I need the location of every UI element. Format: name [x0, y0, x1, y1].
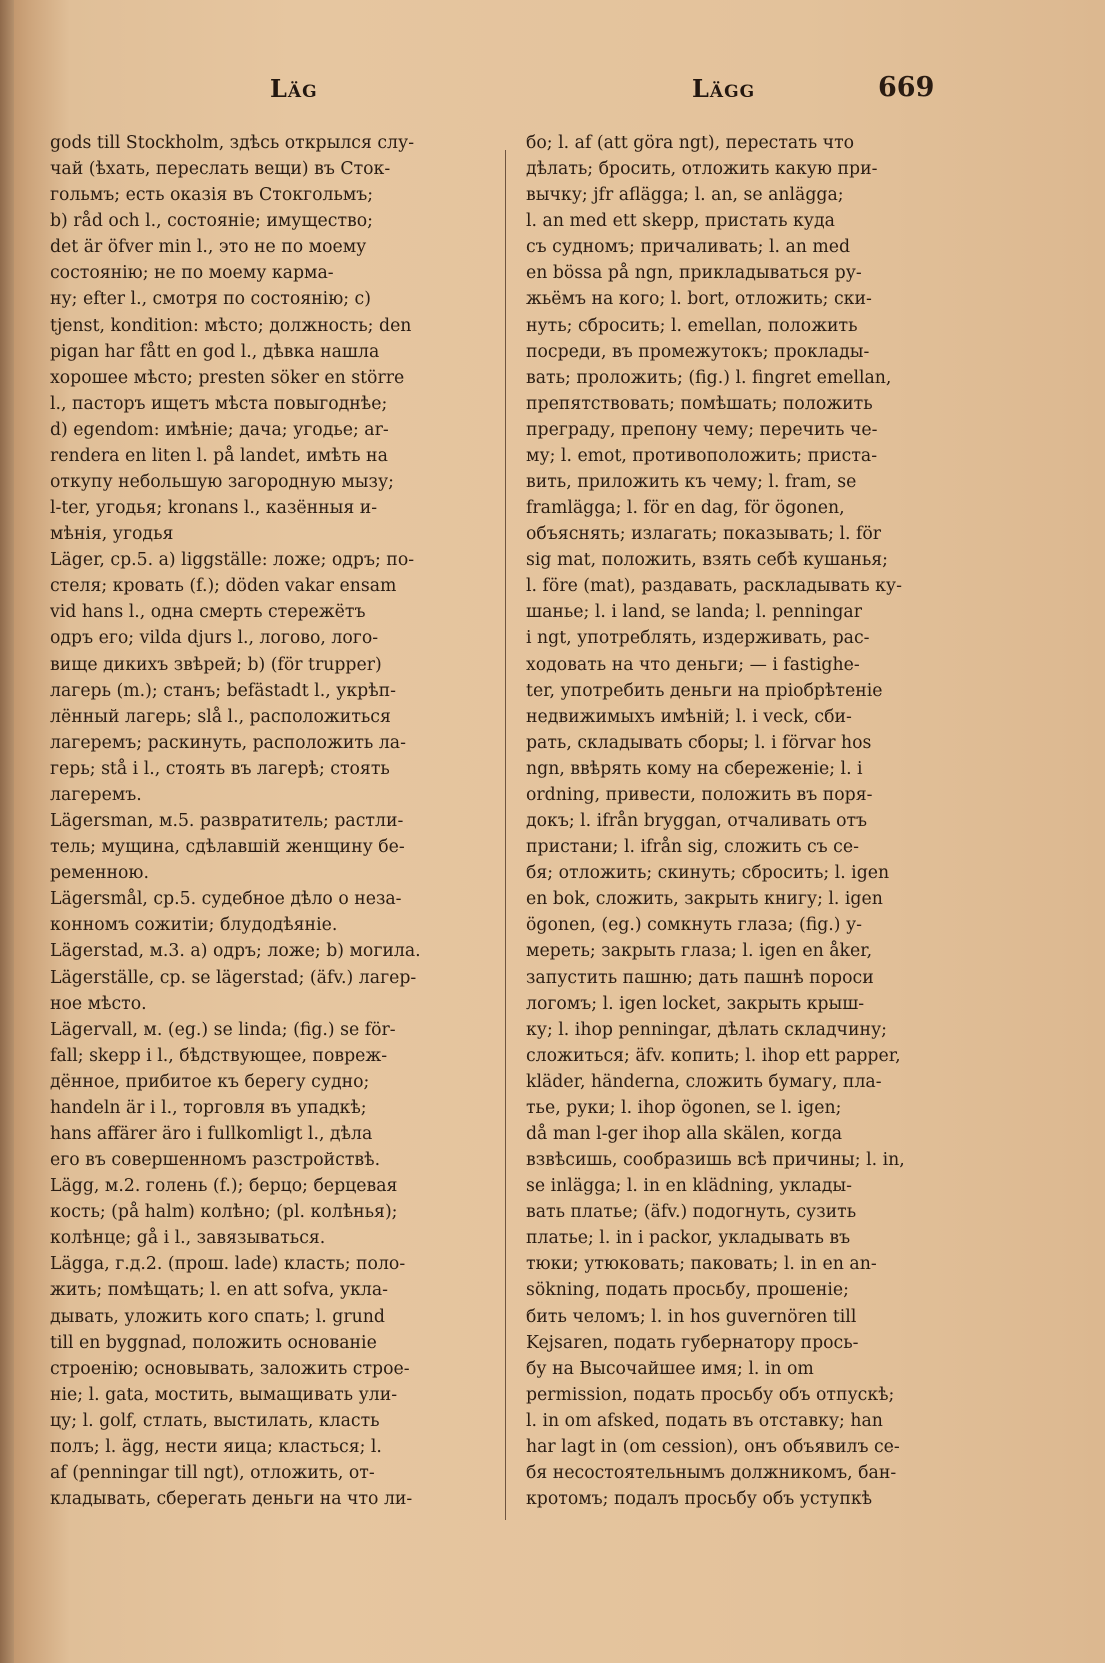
text-line: pigan har fått en god l., дѣвка нашла: [50, 341, 380, 362]
text-line: дывать, уложить кого спать; l. grund: [50, 1306, 385, 1327]
text-line: framlägga; l. för en dag, för ögonen,: [526, 498, 845, 519]
text-line: колѣнце; gå i l., завязываться.: [50, 1228, 326, 1249]
text-line: ное мѣсто.: [50, 993, 147, 1014]
column-divider: [505, 150, 506, 1520]
text-line: i ngt, употреблять, издерживать, рас-: [526, 628, 870, 649]
text-line: kläder, händerna, сложить бумагу, пла-: [526, 1071, 882, 1092]
text-line: бо; l. af (att göra ngt), перестать что: [526, 133, 855, 153]
text-line: рать, складывать сборы; l. i förvar hos: [526, 732, 872, 753]
text-line: бя; отложить; скинуть; сбросить; l. igen: [526, 863, 890, 884]
text-line: кладывать, сберегать деньги на что ли-: [50, 1489, 413, 1510]
left-column: [50, 130, 486, 1640]
text-line: посреди, въ промежутокъ; проклады-: [526, 341, 870, 362]
text-line: откупу небольшую загородную мызу;: [50, 472, 394, 493]
text-line: нуть; сбросить; l. emellan, положить: [526, 315, 858, 336]
text-line: Lägerställe, ср. se lägerstad; (äfv.) лагер-: [50, 967, 417, 988]
text-line: объяснять; излагать; показывать; l. för: [526, 524, 882, 545]
text-line: строенію; основывать, заложить строе-: [50, 1358, 410, 1379]
text-line: му; l. emot, противоположить; приста-: [526, 445, 878, 466]
text-line: Lägg, м.2. голень (f.); берцо; берцевая: [50, 1176, 398, 1197]
page-number: 669: [878, 72, 935, 103]
text-line: vid hans l., одна смерть стережётъ: [50, 602, 366, 623]
text-line: тье, руки; l. ihop ögonen, se l. igen;: [526, 1097, 842, 1118]
text-line: жить; помѣщать; l. en att sofva, укла-: [50, 1280, 388, 1301]
text-line: преграду, препону чему; перечить че-: [526, 419, 878, 440]
text-line: har lagt in (om cession), онъ объявилъ се-: [526, 1436, 900, 1457]
text-line: состоянію; не по моему карма-: [50, 263, 334, 284]
text-line: бу на Высочайшее имя; l. in om: [526, 1358, 814, 1379]
text-line: шанье; l. i land, se landa; l. penningar: [526, 602, 862, 623]
text-line: det är öfver min l., это не по моему: [50, 237, 367, 258]
left-guide-word: Läg: [270, 74, 318, 103]
text-line: кротомъ; подалъ просьбу объ уступкѣ: [526, 1489, 873, 1510]
text-line: en bok, сложить, закрыть книгу; l. igen: [526, 889, 883, 910]
text-line: Lägersmål, ср.5. судебное дѣло о неза-: [50, 889, 402, 910]
text-line: его въ совершенномъ разстройствѣ.: [50, 1150, 381, 1171]
text-line: бить челомъ; l. in hos guvernören till: [526, 1306, 857, 1327]
text-line: кость; (på halm) колѣно; (pl. колѣнья);: [50, 1202, 398, 1223]
text-line: en bössa på ngn, прикладываться ру-: [526, 263, 862, 284]
text-line: вычку; jfr aflägga; l. an, se anlägga;: [526, 185, 844, 206]
text-line: одръ его; vilda djurs l., логово, лого-: [50, 628, 379, 649]
text-line: Lägervall, м. (eg.) se linda; (fig.) se för-: [50, 1019, 396, 1040]
text-line: стеля; кровать (f.); döden vakar ensam: [50, 576, 397, 597]
text-line: конномъ сожитіи; блудодѣяніе.: [50, 915, 338, 936]
right-column: [526, 130, 950, 1640]
text-line: тель; мущина, сдѣлавшій женщину бе-: [50, 837, 405, 858]
text-line: бя несостоятельнымъ должникомъ, бан-: [526, 1462, 897, 1483]
text-line: докъ; l. ifrån bryggan, отчаливать отъ: [526, 811, 868, 832]
text-line: чай (ѣхать, переслать вещи) въ Сток-: [50, 159, 391, 180]
text-line: ходовать на что деньги; — i fastighe-: [526, 654, 860, 675]
text-line: Lägerstad, м.3. a) одръ; ложе; b) могила.: [50, 941, 421, 962]
text-line: лённый лагерь; slå l., расположиться: [50, 706, 391, 727]
text-line: sökning, подать просьбу, прошеніе;: [526, 1280, 849, 1301]
text-line: пристани; l. ifrån sig, сложить съ се-: [526, 837, 859, 858]
text-line: permission, подать просьбу объ отпускѣ;: [526, 1384, 895, 1405]
text-line: af (penningar till ngt), отложить, от-: [50, 1462, 375, 1483]
text-line: вать платье; (äfv.) подогнуть, сузить: [526, 1202, 857, 1223]
text-line: l. an med ett skepp, пристать куда: [526, 211, 835, 232]
text-line: Kejsaren, подать губернатору прось-: [526, 1332, 859, 1353]
text-line: ögonen, (eg.) сомкнуть глаза; (fig.) у-: [526, 915, 863, 936]
text-line: l. in om afsked, подать въ отставку; han: [526, 1410, 883, 1431]
text-line: герь; stå i l., стоять въ лагерѣ; стоять: [50, 758, 390, 779]
text-line: гольмъ; есть оказія въ Стокгольмъ;: [50, 185, 374, 206]
text-line: ніе; l. gata, мостить, вымащивать ули-: [50, 1384, 398, 1405]
text-line: hans affärer äro i fullkomligt l., дѣла: [50, 1123, 373, 1144]
text-line: вить, приложить къ чему; l. fram, se: [526, 472, 857, 493]
text-line: till en byggnad, положить основаніе: [50, 1332, 377, 1353]
text-line: då man l-ger ihop alla skälen, когда: [526, 1123, 843, 1144]
text-line: логомъ; l. igen locket, закрыть крыш-: [526, 993, 865, 1014]
text-line: препятствовать; помѣшать; положить: [526, 393, 873, 414]
text-line: ку; l. ihop penningar, дѣлать складчину;: [526, 1019, 887, 1040]
text-line: мѣнія, угодья: [50, 524, 174, 545]
right-guide-word: Lägg: [692, 74, 756, 103]
text-line: gods till Stockholm, здѣсь открылся слу-: [50, 133, 415, 153]
text-line: ременною.: [50, 863, 149, 884]
text-line: тюки; утюковать; паковать; l. in en an-: [526, 1254, 877, 1275]
text-line: недвижимыхъ имѣній; l. i veck, сби-: [526, 706, 852, 727]
text-line: сложиться; äfv. копить; l. ihop ett papper,: [526, 1045, 901, 1066]
text-line: хорошее мѣсто; presten söker en större: [50, 367, 405, 388]
text-line: платье; l. in i packor, укладывать въ: [526, 1228, 851, 1249]
text-line: tjenst, kondition: мѣсто; должность; den: [50, 315, 412, 336]
text-line: лагеремъ; раскинуть, расположить ла-: [50, 732, 406, 753]
text-line: d) egendom: имѣніе; дача; угодье; ar-: [50, 419, 389, 440]
text-line: запустить пашню; дать пашнѣ пороси: [526, 967, 874, 988]
text-line: rendera en liten l. på landet, имѣть на: [50, 445, 388, 466]
text-line: ter, употребить деньги на пріобрѣтеніе: [526, 680, 883, 701]
text-line: вище дикихъ звѣрей; b) (för trupper): [50, 654, 382, 675]
text-line: l-ter, угодья; kronans l., казённыя и-: [50, 498, 378, 519]
text-line: мереть; закрыть глаза; l. igen en åker,: [526, 941, 873, 962]
text-line: лагерь (m.); станъ; befästadt l., укрѣп-: [50, 680, 396, 701]
text-line: fall; skepp i l., бѣдствующее, повреж-: [50, 1045, 388, 1066]
text-line: ну; efter l., смотря по состоянію; c): [50, 289, 371, 310]
text-line: se inlägga; l. in en klädning, уклады-: [526, 1176, 853, 1197]
text-line: полъ; l. ägg, нести яица; класться; l.: [50, 1436, 382, 1457]
text-line: l. före (mat), раздавать, раскладывать ку-: [526, 576, 902, 597]
text-line: цу; l. golf, стлать, выстилать, класть: [50, 1410, 380, 1431]
text-line: взвѣсишь, сообразишь всѣ причины; l. in,: [526, 1150, 905, 1171]
text-line: ngn, ввѣрять кому на сбереженіе; l. i: [526, 758, 863, 779]
text-line: съ судномъ; причаливать; l. an med: [526, 237, 851, 258]
text-line: ordning, привести, положить въ поря-: [526, 784, 873, 805]
text-line: дённое, прибитое къ берегу судно;: [50, 1071, 370, 1092]
text-line: Läger, ср.5. a) liggställe: ложе; одръ; по-: [50, 550, 415, 571]
text-line: Lägga, г.д.2. (прош. lade) класть; поло-: [50, 1254, 406, 1275]
text-line: вать; проложить; (fig.) l. fingret emellan,: [526, 367, 892, 388]
text-line: дѣлать; бросить, отложить какую при-: [526, 159, 878, 180]
text-line: l., пасторъ ищетъ мѣста повыгоднѣе;: [50, 393, 388, 414]
text-line: handeln är i l., торговля въ упадкѣ;: [50, 1097, 367, 1118]
text-line: sig mat, положить, взять себѣ кушанья;: [526, 550, 888, 571]
text-line: лагеремъ.: [50, 784, 142, 805]
book-spine-shadow: [0, 0, 14, 1663]
text-line: b) råd och l., состояніе; имущество;: [50, 211, 373, 232]
text-line: Lägersman, м.5. развратитель; растли-: [50, 811, 404, 832]
text-line: жьёмъ на кого; l. bort, отложить; ски-: [526, 289, 872, 310]
